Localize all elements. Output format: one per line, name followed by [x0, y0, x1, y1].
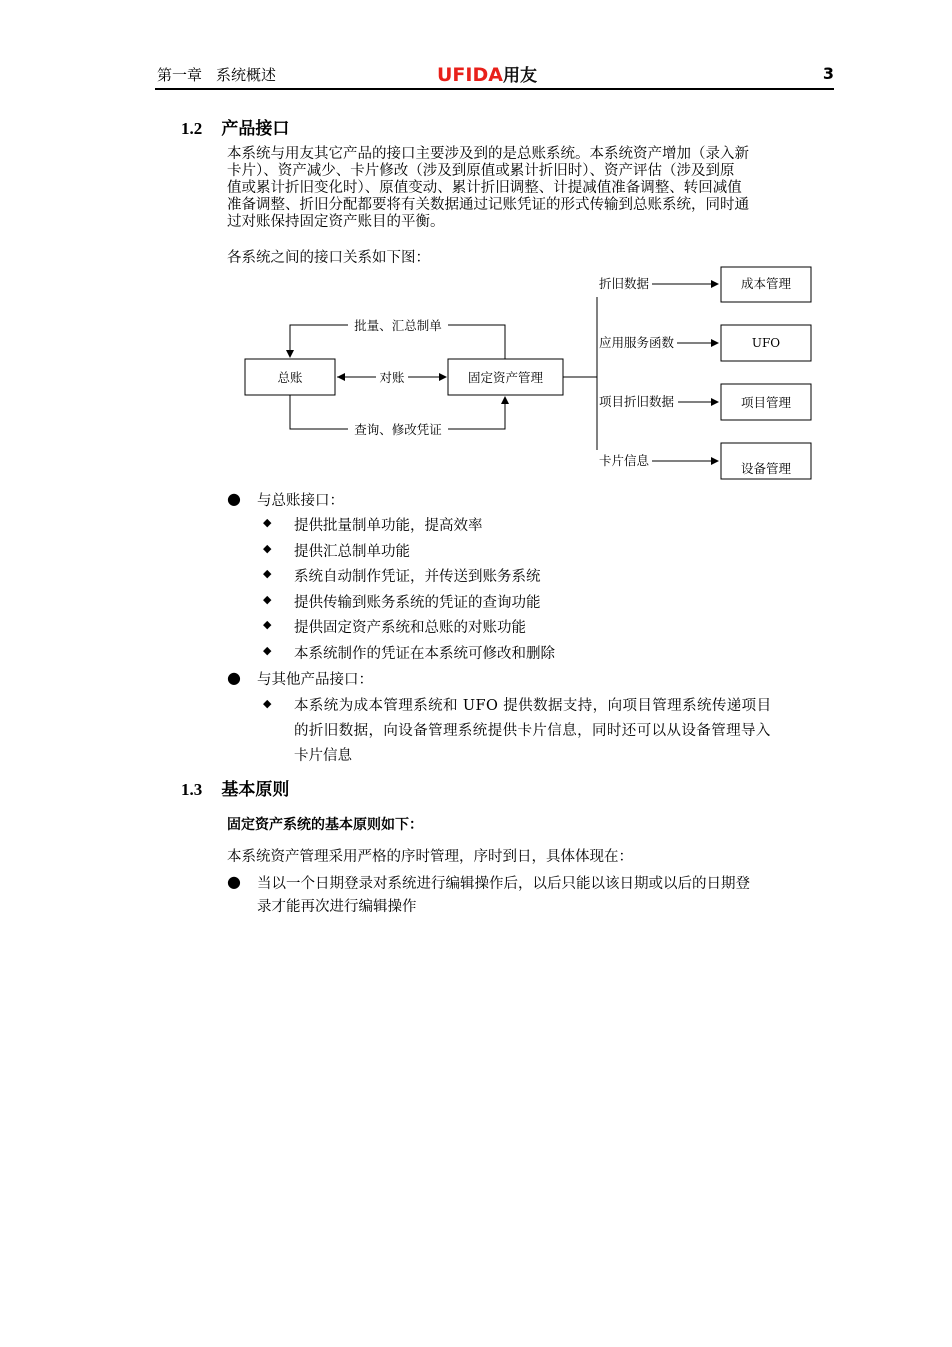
principle-line: 录才能再次进行编辑操作: [257, 899, 417, 915]
other-interface-line: 卡片信息: [294, 748, 352, 764]
fixed-asset-box-label: 固定资产管理: [467, 370, 544, 385]
intro-line: 过对账保持固定资产账目的平衡。: [227, 214, 445, 230]
right-link-target: 设备管理: [740, 461, 792, 476]
top-arrow-label: 批量、汇总制单: [354, 318, 442, 333]
list-item: 系统自动制作凭证，并传送到账务系统: [294, 569, 541, 585]
section-1-2-intro: [227, 146, 829, 231]
bullet-diamond: ◆: [263, 593, 272, 606]
middle-arrow-label: 对账: [379, 370, 405, 385]
chapter-title: 系统概述: [216, 66, 277, 84]
interface-diagram: [240, 262, 820, 484]
list-item: 提供传输到账务系统的凭证的查询功能: [294, 595, 541, 611]
logo-cn: 用友: [502, 66, 537, 86]
ufida-logo: [437, 61, 537, 86]
right-link-project: [599, 384, 811, 420]
bullet-diamond: ◆: [263, 697, 272, 710]
other-interface-line: 的折旧数据，向设备管理系统提供卡片信息，同时还可以从设备管理导入: [294, 723, 771, 739]
list-item: 提供固定资产系统和总账的对账功能: [294, 620, 526, 636]
intro-line: 卡片）、资产减少、卡片修改（涉及到原值或累计折旧时）、资产评估（涉及到原: [227, 163, 735, 179]
section-1-3-intro: 本系统资产管理采用严格的序时管理，序时到日，具体体现在：: [227, 849, 633, 865]
section-title: 基本原则: [221, 780, 290, 800]
right-link-label: 项目折旧数据: [599, 394, 675, 409]
bullet-diamond: ◆: [263, 542, 272, 555]
bullet-dot: ●: [227, 489, 241, 508]
section-number: 1.3: [181, 780, 203, 799]
section-1-2-heading: [181, 114, 289, 139]
bullet-dot: ●: [227, 872, 241, 891]
list-item: 提供批量制单功能，提高效率: [294, 518, 483, 534]
section-title: 产品接口: [221, 119, 290, 139]
page-number: 3: [822, 64, 834, 83]
header-rule: [155, 88, 834, 90]
bullet-diamond: ◆: [263, 644, 272, 657]
ledger-interface-title: 与总账接口：: [257, 493, 344, 509]
running-header-chapter: [157, 64, 276, 85]
bullet-diamond: ◆: [263, 618, 272, 631]
bottom-arrow-label: 查询、修改凭证: [354, 422, 442, 437]
intro-line: 本系统与用友其它产品的接口主要涉及到的是总账系统。本系统资产增加（录入新: [227, 146, 749, 162]
principle-line: 当以一个日期登录对系统进行编辑操作后，以后只能以该日期或以后的日期登: [257, 876, 750, 892]
diagram-caption: 各系统之间的接口关系如下图：: [227, 250, 430, 266]
right-link-label: 卡片信息: [599, 453, 650, 468]
bullet-dot: ●: [227, 668, 241, 687]
bullet-diamond: ◆: [263, 516, 272, 529]
right-link-target: 成本管理: [740, 276, 792, 291]
logo-en: UFIDA: [437, 64, 503, 86]
right-link-target: UFO: [751, 336, 781, 350]
list-item: 本系统制作的凭证在本系统可修改和删除: [294, 646, 555, 662]
right-link-ufo: [599, 325, 811, 361]
bullet-diamond: ◆: [263, 567, 272, 580]
section-1-3-heading: [181, 775, 289, 800]
right-link-equipment: [599, 443, 811, 479]
ledger-box-label: 总账: [277, 370, 303, 385]
other-interface-title: 与其他产品接口：: [257, 672, 373, 688]
right-link-target: 项目管理: [740, 395, 792, 410]
right-link-cost: [599, 267, 811, 302]
intro-line: 准备调整、折旧分配都要将有关数据通过记账凭证的形式传输到总账系统，同时通: [227, 197, 749, 213]
right-link-label: 折旧数据: [599, 276, 650, 291]
intro-line: 值或累计折旧变化时）、原值变动、累计折旧调整、计提减值准备调整、转回减值: [227, 180, 742, 196]
section-1-3-subtitle: 固定资产系统的基本原则如下：: [227, 817, 423, 833]
other-interface-line: 本系统为成本管理系统和 UFO 提供数据支持，向项目管理系统传递项目: [294, 698, 772, 714]
middle-arrow-left-head: [337, 373, 345, 381]
right-link-label: 应用服务函数: [599, 335, 675, 350]
chapter-label: 第一章: [157, 66, 203, 84]
list-item: 提供汇总制单功能: [294, 544, 410, 560]
section-number: 1.2: [181, 119, 203, 138]
